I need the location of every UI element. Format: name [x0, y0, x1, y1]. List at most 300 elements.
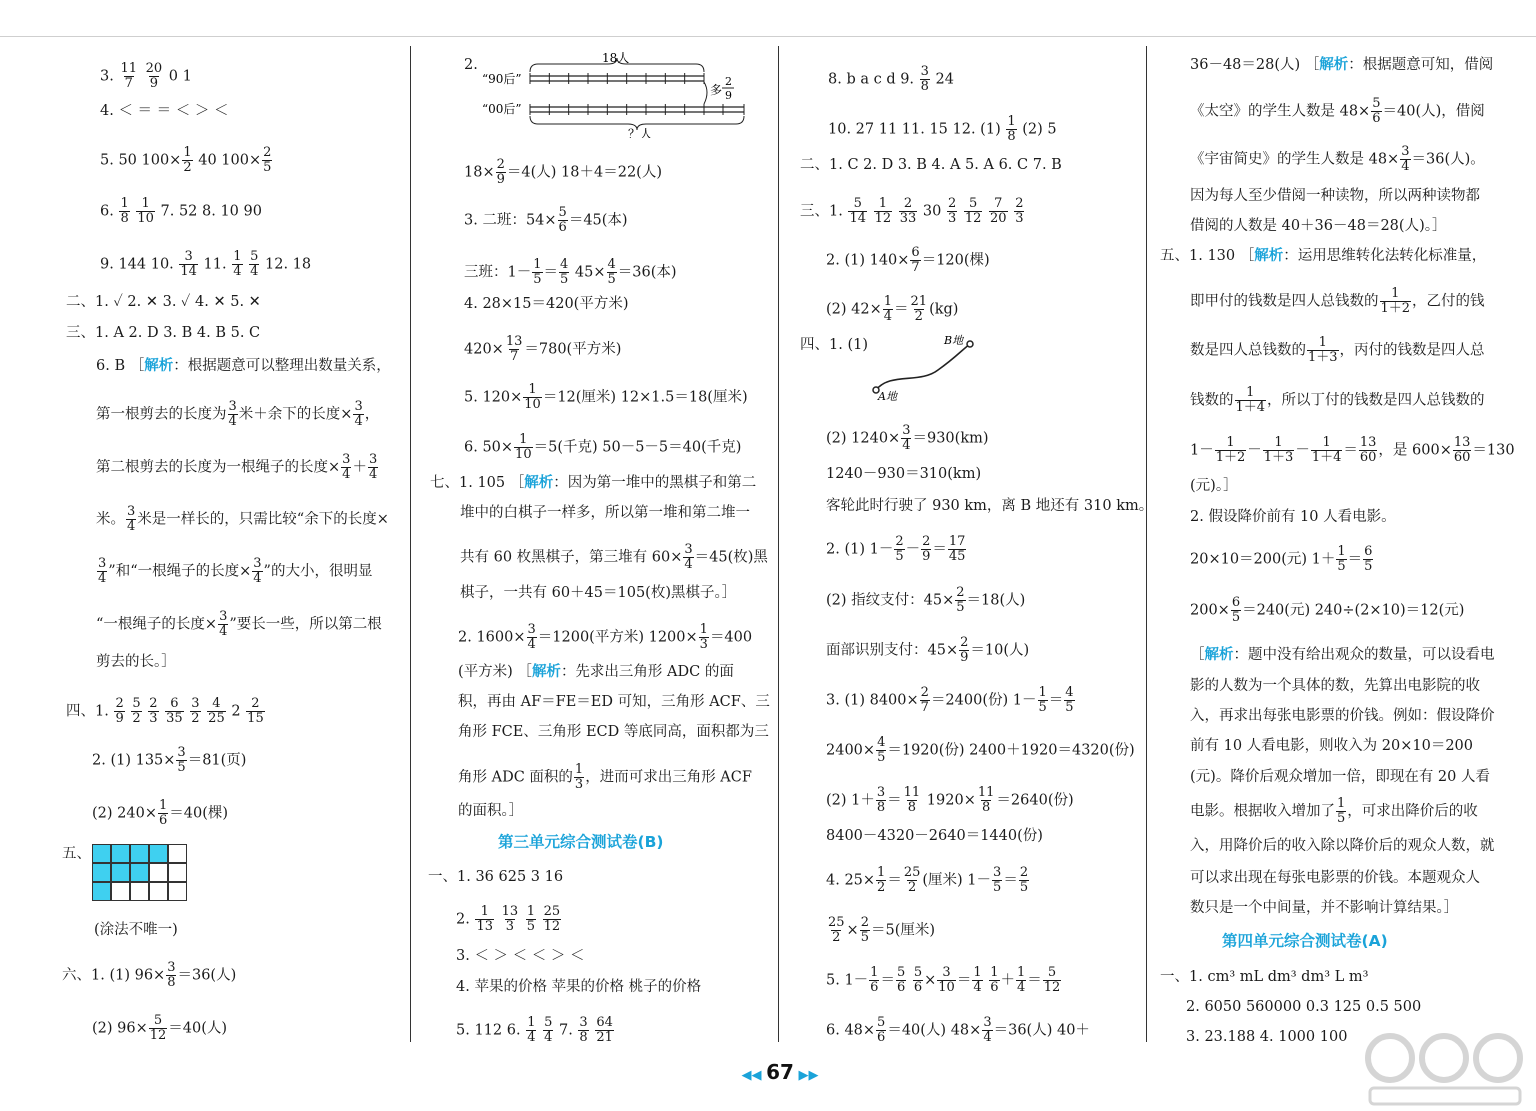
- text-run: ＝: [880, 972, 895, 989]
- fraction-numerator: 3: [527, 622, 536, 637]
- text-run: 米是一样长的，只需比较“余下的长度×: [137, 511, 389, 528]
- fraction: [910, 295, 929, 324]
- fraction-numerator: 1: [158, 798, 168, 813]
- text-run: 影的人数为一个具体的数，先算出电影院的收: [1190, 678, 1480, 694]
- text-run: 7.: [554, 1022, 578, 1039]
- fraction: [1380, 287, 1412, 316]
- text-run: ＝45(枚)黑: [694, 549, 768, 566]
- fraction-numerator: 2: [1015, 196, 1024, 211]
- text-run: 5. 112 6.: [456, 1022, 526, 1039]
- text-run: (2) 1240×: [826, 430, 901, 447]
- fraction-numerator: 1: [480, 904, 489, 919]
- fraction-numerator: 3: [579, 1015, 588, 1030]
- answer-line: [826, 736, 1135, 765]
- fraction-denominator: 15: [247, 711, 264, 726]
- text-run: 五、: [62, 846, 91, 862]
- fraction: [876, 736, 886, 765]
- fraction-denominator: 6: [158, 813, 168, 828]
- fraction-numerator: 4: [560, 257, 569, 272]
- fraction: [505, 335, 524, 364]
- fraction-numerator: 3: [993, 865, 1002, 880]
- answer-line: [826, 295, 958, 324]
- fraction-numerator: 13: [1453, 435, 1471, 450]
- answer-line: [100, 101, 229, 121]
- text-run: 18×: [464, 164, 495, 181]
- answer-line: [66, 697, 266, 726]
- text-run: 2. 6050 560000 0.3 125 0.5 500: [1186, 999, 1422, 1015]
- fraction-denominator: 21: [596, 1030, 613, 1045]
- fraction-denominator: 25: [208, 711, 225, 726]
- text-run: 6. B ［: [96, 358, 145, 374]
- answer-line: [458, 662, 734, 682]
- text-run: [893, 204, 898, 220]
- fraction-numerator: 4: [607, 257, 616, 272]
- text-run: (涂法不唯一): [94, 922, 178, 938]
- fraction: [913, 966, 923, 995]
- answer-line: [1190, 97, 1485, 126]
- fraction-denominator: 4: [98, 571, 107, 586]
- fraction: [249, 250, 259, 279]
- answer-line: [826, 966, 1062, 995]
- text-run: (2) 96×: [92, 1020, 148, 1037]
- fraction: [894, 535, 904, 564]
- watermark-logo: [1360, 1018, 1530, 1108]
- text-run: 三、1.: [800, 203, 848, 220]
- fraction-numerator: 5: [250, 249, 259, 264]
- fraction-numerator: 5: [132, 696, 141, 711]
- fraction: [1359, 436, 1378, 465]
- answer-line: [1190, 476, 1238, 496]
- answer-line: [100, 250, 311, 279]
- fraction: [1336, 797, 1346, 826]
- extra-label: 多: [710, 83, 723, 97]
- text-run: (元)。］: [1190, 478, 1238, 494]
- fraction-denominator: 3: [574, 777, 584, 792]
- fraction-numerator: 2: [496, 157, 505, 172]
- fraction-numerator: 2: [1019, 865, 1029, 880]
- text-run: ”和“一根绳子的长度×: [108, 563, 252, 580]
- text-run: 角形 ADC 面积的: [458, 769, 573, 786]
- text-run: 一、1. cm³ mL dm³ dm³ L m³: [1160, 969, 1369, 985]
- answer-line: [460, 503, 750, 523]
- extra-brace: [704, 82, 707, 104]
- text-run: [1009, 204, 1014, 220]
- fraction-denominator: 35: [166, 711, 183, 726]
- fraction: [526, 1016, 536, 1045]
- fraction-denominator: 5: [1231, 610, 1241, 625]
- text-run: ＝36(本): [617, 264, 677, 281]
- fraction: [1019, 866, 1029, 895]
- answer-line: [828, 65, 954, 94]
- fraction-numerator: 1: [878, 196, 888, 211]
- text-run: 2400×: [826, 742, 876, 759]
- text-run: [126, 704, 131, 720]
- fraction-numerator: 5: [558, 205, 567, 220]
- fraction: [699, 623, 709, 652]
- answer-line: [826, 686, 1076, 715]
- fraction-numerator: 1: [233, 249, 242, 264]
- fraction: [1064, 686, 1074, 715]
- answer-line: [464, 206, 628, 235]
- text-run: [537, 912, 542, 928]
- answer-line: [826, 535, 967, 564]
- fraction: [1043, 966, 1062, 995]
- fraction-denominator: 3: [149, 711, 158, 726]
- grid-cell: [111, 863, 130, 882]
- extra-frac-denominator: 9: [725, 89, 732, 102]
- fraction-numerator: 1: [526, 904, 536, 919]
- fraction: [574, 763, 584, 792]
- fraction-denominator: 14: [849, 211, 866, 226]
- fraction: [158, 799, 168, 828]
- text-run: 8. b a c d 9.: [828, 71, 919, 88]
- fraction-numerator: 1: [527, 1015, 536, 1030]
- fraction-denominator: 60: [1453, 450, 1471, 465]
- column-rule: [778, 46, 779, 1042]
- fraction-numerator: 3: [228, 399, 237, 414]
- fraction-numerator: 2: [895, 534, 904, 549]
- fraction-denominator: 5: [1019, 880, 1029, 895]
- text-run: ”要长一些，所以第二根: [229, 616, 382, 633]
- text-run: －: [1295, 442, 1310, 459]
- fraction-denominator: 6: [877, 1030, 886, 1045]
- fraction-numerator: 11: [903, 785, 921, 800]
- text-run: (2) 240×: [92, 805, 157, 822]
- fraction-denominator: 5: [607, 272, 616, 287]
- answer-line: [92, 746, 246, 775]
- grid-cell: [130, 863, 149, 882]
- text-run: 45×: [570, 264, 606, 281]
- text-run: ＝: [887, 792, 902, 809]
- text-run: 9. 144 10.: [100, 256, 179, 273]
- text-run: (2) 42×: [826, 301, 882, 318]
- fraction-numerator: 3: [983, 1015, 992, 1030]
- point-b: [967, 341, 973, 347]
- page-number: 67: [766, 1060, 794, 1084]
- route-sketch: [860, 332, 990, 404]
- fraction-numerator: 1: [120, 196, 129, 211]
- text-run: 8400－4320－2640＝1440(份): [826, 828, 1043, 844]
- fraction-numerator: 3: [876, 785, 886, 800]
- top-total-label: 18人: [602, 52, 630, 65]
- fraction-denominator: 12: [149, 1028, 167, 1043]
- text-run: 200×: [1190, 602, 1230, 619]
- answer-line: [464, 55, 478, 75]
- fraction: [869, 966, 879, 995]
- text-run: (2) 5: [1017, 121, 1057, 138]
- fraction: [119, 62, 138, 91]
- answer-line: [1190, 287, 1485, 316]
- fraction-numerator: 7: [994, 196, 1003, 211]
- answer-line: [826, 586, 1025, 615]
- fraction-denominator: 3: [699, 637, 708, 652]
- fraction-denominator: 3: [1015, 211, 1024, 226]
- text-run: 3. 二班：54×: [464, 212, 557, 229]
- label-b: B地: [944, 334, 964, 347]
- text-run: ×: [924, 972, 937, 989]
- text-run: ＝36(人) 40＋: [993, 1022, 1090, 1039]
- fraction-numerator: 21: [910, 294, 928, 309]
- text-run: ＝: [887, 872, 902, 889]
- fraction-denominator: 4: [233, 264, 242, 279]
- fraction-denominator: 4: [983, 1030, 992, 1045]
- fraction-denominator: 6: [896, 980, 906, 995]
- fraction: [131, 697, 141, 726]
- fraction-denominator: 8: [920, 79, 929, 94]
- fraction-denominator: 4: [883, 309, 893, 324]
- fraction: [959, 636, 969, 665]
- text-run: (元)。降价后观众增加一倍，即现在有 20 人看: [1190, 769, 1490, 785]
- fraction-numerator: 25: [543, 904, 561, 919]
- fraction-denominator: 5: [877, 750, 886, 765]
- text-run: [958, 204, 963, 220]
- fraction: [114, 697, 124, 726]
- answer-line: [1186, 997, 1421, 1017]
- answer-line: [1190, 545, 1374, 574]
- fraction-numerator: 1: [533, 257, 542, 272]
- analysis-keyword: 解析: [524, 475, 554, 491]
- answer-line: [96, 356, 391, 376]
- answer-line: [1186, 1027, 1347, 1047]
- text-run: (2) 指纹支付：45×: [826, 592, 955, 609]
- fraction-numerator: 1: [1007, 114, 1016, 129]
- fraction-denominator: 5: [1337, 811, 1346, 826]
- fraction: [532, 258, 542, 287]
- fraction-denominator: 6: [990, 980, 999, 995]
- fraction: [683, 543, 693, 572]
- fraction-numerator: 1: [528, 382, 537, 397]
- fraction: [860, 916, 870, 945]
- fraction-denominator: 10: [515, 447, 532, 462]
- fraction-numerator: 3: [354, 399, 363, 414]
- fraction-numerator: 1: [519, 432, 528, 447]
- fraction-numerator: 2: [903, 196, 913, 211]
- text-run: 30: [918, 203, 946, 220]
- fraction-denominator: 12: [1043, 980, 1061, 995]
- grid-cell: [130, 844, 149, 863]
- text-run: [495, 912, 500, 928]
- text-run: 4. 25×: [826, 872, 876, 889]
- fraction-denominator: 4: [354, 414, 363, 429]
- text-run: 棋子，一共有 60＋45＝105(枚)黑棋子。］: [460, 585, 737, 601]
- fraction-denominator: 6: [558, 220, 567, 235]
- fraction-denominator: 8: [1007, 129, 1016, 144]
- text-run: [139, 69, 144, 85]
- fraction-numerator: 3: [253, 556, 262, 571]
- answer-line: [96, 610, 382, 639]
- text-run: “一根绳子的长度×: [96, 616, 218, 633]
- answer-line: [458, 763, 752, 792]
- fraction: [992, 866, 1002, 895]
- answer-line: [800, 335, 868, 355]
- fraction-denominator: 7: [509, 349, 519, 364]
- text-run: 1920×: [922, 792, 976, 809]
- fraction: [1263, 436, 1295, 465]
- text-run: ＝: [956, 972, 972, 989]
- answer-line: [96, 652, 176, 672]
- answer-line: [66, 323, 260, 343]
- answer-line: [96, 505, 389, 534]
- text-run: [131, 204, 136, 220]
- text-run: ＝: [1003, 872, 1018, 889]
- fraction-numerator: 3: [184, 249, 193, 264]
- fraction: [595, 1016, 614, 1045]
- answer-line: [92, 1014, 227, 1043]
- text-run: 20×10＝200(元) 1＋: [1190, 551, 1336, 568]
- text-run: ＝40(人)，借阅: [1382, 103, 1485, 120]
- fraction-numerator: 2: [860, 915, 869, 930]
- text-run: ＝: [1347, 551, 1363, 568]
- text-run: 40 100×: [193, 152, 262, 169]
- fraction: [543, 905, 562, 934]
- text-run: ：题中没有给出观众的数量，可以设看电: [1233, 647, 1495, 663]
- fraction-numerator: 3: [191, 696, 200, 711]
- text-run: ”的大小，很明显: [263, 563, 373, 580]
- text-run: 3.: [100, 68, 119, 85]
- fraction-denominator: 7: [124, 76, 133, 91]
- answer-line: [464, 433, 741, 462]
- fraction: [190, 697, 200, 726]
- text-run: ＝240(元) 240÷(2×10)＝12(元): [1242, 602, 1465, 619]
- fraction-numerator: 1: [1391, 286, 1400, 301]
- text-run: ＝40(棵): [169, 805, 229, 822]
- fraction: [1307, 336, 1339, 365]
- grid-cell: [92, 882, 111, 901]
- text-run: 一、1. 36 625 3 16: [428, 869, 564, 885]
- answer-line: [1190, 898, 1458, 918]
- text-run: (厘米) 1－: [922, 872, 992, 889]
- text-run: 六、1. (1) 96×: [62, 967, 166, 984]
- fraction-denominator: 1＋4: [1311, 450, 1342, 465]
- fraction: [182, 146, 192, 175]
- fraction-denominator: 12: [874, 211, 892, 226]
- grid-cell: [130, 882, 149, 901]
- answer-line: [460, 543, 768, 572]
- answer-line: [1190, 797, 1478, 826]
- text-run: 客轮此时行驶了 930 km，离 B 地还有 310 km。: [826, 498, 1154, 514]
- fraction-numerator: 5: [853, 196, 862, 211]
- text-run: 3. (1) 8400×: [826, 692, 919, 709]
- answer-line: [100, 197, 262, 226]
- fraction-numerator: 1: [574, 762, 584, 777]
- fraction-numerator: 1: [1337, 796, 1346, 811]
- fraction-numerator: 6: [911, 245, 920, 260]
- fraction-denominator: 9: [115, 711, 124, 726]
- answer-line: [1190, 336, 1485, 365]
- fraction: [1311, 436, 1343, 465]
- fraction: [176, 746, 186, 775]
- fraction-numerator: 1: [1246, 385, 1255, 400]
- fraction: [501, 905, 520, 934]
- fraction: [136, 197, 155, 226]
- text-run: ＝4(人) 18＋4＝22(人): [506, 164, 662, 181]
- text-run: 5. 1－: [826, 972, 869, 989]
- answer-line: [100, 62, 192, 91]
- fraction: [523, 383, 542, 412]
- answer-line: [800, 155, 1062, 175]
- fraction-denominator: 9: [922, 549, 931, 564]
- fraction-denominator: 5: [895, 549, 904, 564]
- fraction-denominator: 2: [877, 880, 886, 895]
- text-run: [520, 912, 525, 928]
- fraction-denominator: 5: [263, 160, 272, 175]
- label-00s: “00后”: [482, 102, 522, 116]
- answer-line: [66, 292, 261, 312]
- text-run: 米。: [96, 511, 125, 528]
- text-run: 因为每人至少借阅一种读物，所以两种读物都: [1190, 188, 1480, 204]
- answer-line: [1190, 436, 1515, 465]
- fraction: [1371, 97, 1381, 126]
- fraction: [1231, 596, 1241, 625]
- fraction-denominator: 6: [913, 980, 923, 995]
- fraction-denominator: 60: [1359, 450, 1377, 465]
- fraction: [1400, 145, 1410, 174]
- fraction-numerator: 1: [1038, 685, 1047, 700]
- answer-line: [1190, 676, 1480, 696]
- watermark-icon: [1368, 1036, 1520, 1104]
- fraction-denominator: 5: [177, 760, 186, 775]
- text-run: 即甲付的钱数是四人总钱数的: [1190, 293, 1379, 310]
- fraction-denominator: 1＋3: [1263, 450, 1294, 465]
- fraction-denominator: 5: [526, 919, 536, 934]
- fraction-denominator: 5: [860, 930, 869, 945]
- answer-line: [1190, 145, 1485, 174]
- grid-cell: [168, 844, 187, 863]
- fraction-numerator: 13: [1359, 435, 1377, 450]
- text-run: 四、1. (1): [800, 337, 868, 353]
- fraction-denominator: 4: [368, 467, 378, 482]
- fraction-denominator: 6: [870, 980, 879, 995]
- text-run: 0 1: [164, 68, 192, 85]
- fraction-numerator: 2: [149, 696, 158, 711]
- fraction-numerator: 1: [1322, 435, 1331, 450]
- column-rule: [1146, 46, 1147, 1042]
- text-run: [537, 1023, 542, 1039]
- fraction-numerator: 6: [170, 696, 179, 711]
- answer-line: [96, 400, 379, 429]
- fraction: [179, 250, 198, 279]
- section-title-unit3b: 第三单元综合测试卷(B): [498, 833, 664, 851]
- text-run: 6. 50×: [464, 439, 514, 456]
- fraction-denominator: 2: [914, 309, 923, 324]
- text-run: 二、1. C 2. D 3. B 4. A 5. A 6. C 7. B: [800, 157, 1062, 173]
- fraction-numerator: 2: [251, 696, 260, 711]
- fraction: [955, 586, 965, 615]
- text-run: 12. 18: [260, 256, 312, 273]
- fraction: [982, 1016, 992, 1045]
- fraction-denominator: 4: [902, 438, 911, 453]
- text-run: ＝: [1048, 692, 1064, 709]
- answer-line: [826, 916, 935, 945]
- fraction-numerator: 1: [870, 965, 879, 980]
- fraction-denominator: 4: [1401, 159, 1410, 174]
- text-run: 2. (1) 135×: [92, 752, 176, 769]
- answer-line: [1160, 967, 1368, 987]
- fraction: [964, 197, 983, 226]
- fraction-denominator: 8: [120, 211, 129, 226]
- answer-line: [1190, 767, 1490, 787]
- next-arrows-icon: ▶▶: [798, 1068, 819, 1083]
- fraction-denominator: 14: [180, 264, 197, 279]
- fraction-denominator: 1＋4: [1235, 400, 1266, 415]
- fraction: [896, 966, 906, 995]
- grid-cell: [92, 844, 111, 863]
- fraction-numerator: 3: [902, 423, 911, 438]
- text-run: 四、1.: [66, 703, 114, 720]
- fraction-denominator: 4: [684, 557, 693, 572]
- fraction: [1215, 436, 1247, 465]
- text-run: 面部识别支付：45×: [826, 642, 959, 659]
